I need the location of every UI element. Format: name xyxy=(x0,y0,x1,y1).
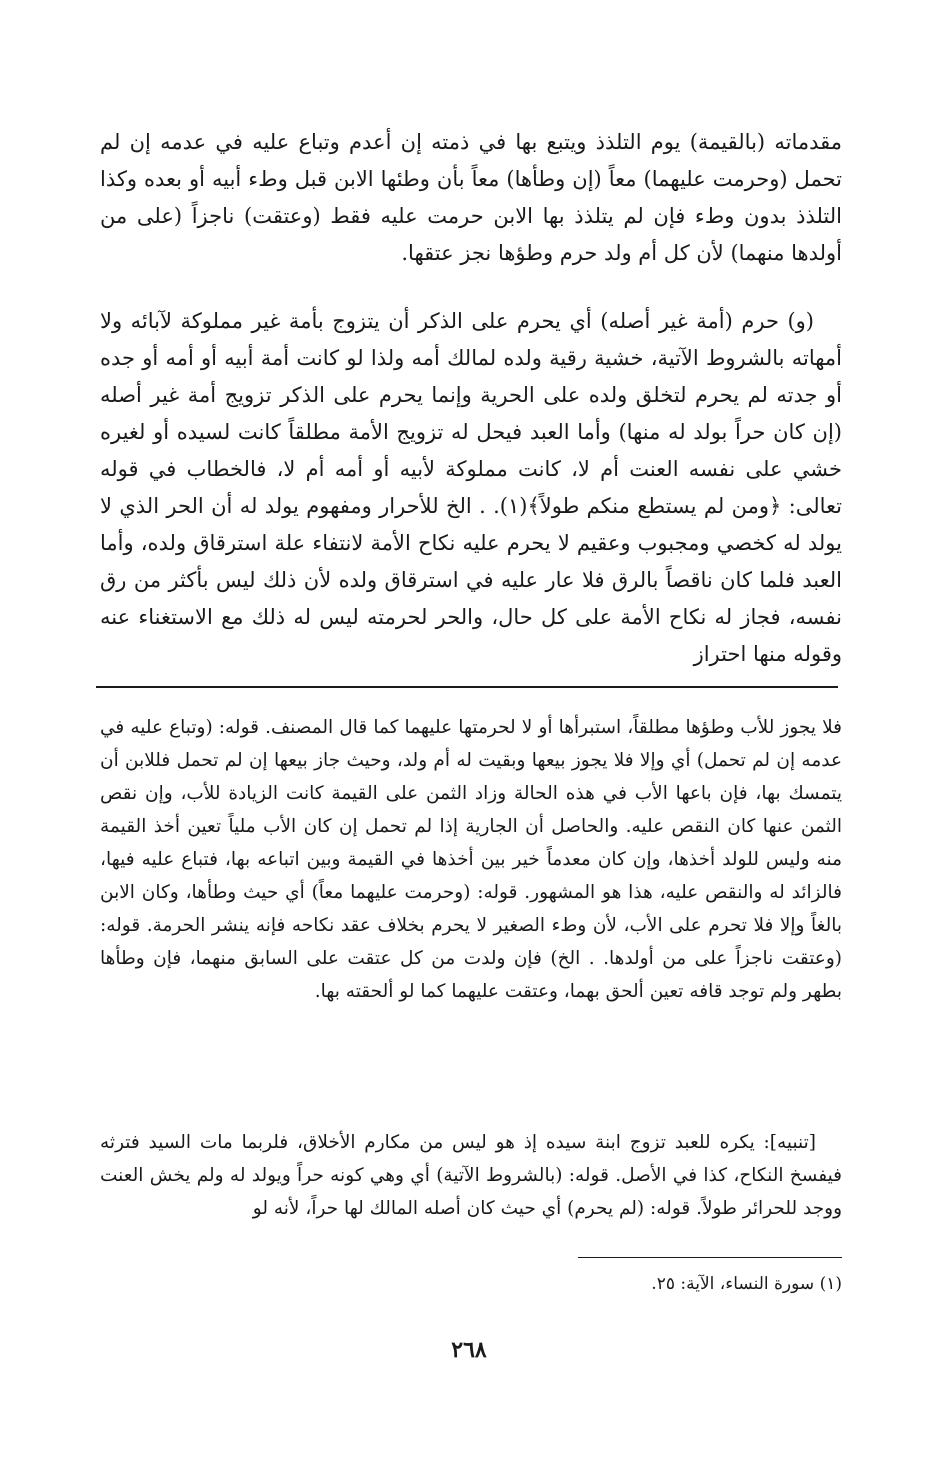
footnote-divider xyxy=(578,1257,842,1258)
commentary-paragraph-2: [تنبيه]: يكره للعبد تزوج ابنة سيده إذ هو ليس من مكارم الأخلاق، فلربما مات السيد فترثه فيفسخ النكاح، كذا في الأصل. قوله: (بالشروط الآتية) أي وهي كونه حراً ويولد له ولم يخش العنت ووجد للحرائر طولاً. قوله: (لم يحرم) أي حيث كان أصله المالك لها حراً، لأنه لو xyxy=(100,1132,842,1219)
main-text-paragraph-2: (و) حرم (أمة غير أصله) أي يحرم على الذكر أن يتزوج بأمة غير مملوكة لآبائه ولا أمهاته بالشروط الآتية، خشية رقية ولده لمالك أمه ولذا لو كانت أمة أبيه أو أمه أو جده أو جدته لم يحرم لتخلق ولده على الحرية وإنما يحرم على الذكر تزويج أمة غير أصله (إن كان حراً بولد له منها) وأما العبد فيحل له تزويج الأمة مطلقاً كانت لسيده أو لغيره خشي على نفسه العنت أم لا، كانت مملوكة لأبيه أو أمه أم لا، فالخطاب في قوله تعالى: ﴿ومن لم يستطع منكم طولاً﴾(١). . الخ للأحرار ومفهوم يولد له أن الحر الذي لا يولد له كخصي ومجبوب وعقيم لا يحرم عليه نكاح الأمة لانتفاء علة استرقاق ولده، وأما العبد فلما كان ناقصاً بالرق فلا عار عليه في استرقاق ولده لأن ذلك ليس بأكثر من رق نفسه، فجاز له نكاح الأمة على كل حال، والحر لحرمته ليس له ذلك مع الاستغناء عنه وقوله منها احتراز xyxy=(100,309,842,666)
page-number: ٢٦٨ xyxy=(451,1337,487,1363)
commentary-divider xyxy=(96,686,838,688)
footnote: (١) سورة النساء، الآية: ٢٥. xyxy=(651,1274,842,1294)
main-text-paragraph-1: مقدماته (بالقيمة) يوم التلذذ ويتبع بها في ذمته إن أعدم وتباع عليه في عدمه إن لم تحمل (وحرمت عليهما) معاً (إن وطأها) معاً بأن وطئها الابن قبل وطء أبيه أو بعده وكذا التلذذ بدون وطء فإن لم يتلذذ بها الابن حرمت عليه فقط (وعتقت) ناجزاً (على من أولدها منهما) لأن كل أم ولد حرم وطؤها نجز عتقها. xyxy=(100,130,842,265)
commentary-paragraph-1: فلا يجوز للأب وطؤها مطلقاً، استبرأها أو لا لحرمتها عليهما كما قال المصنف. قوله: (وتباع عليه في عدمه إن لم تحمل) أي وإلا فلا يجوز بيعها وبقيت له أم ولد، وحيث جاز بيعها إن لم تحمل فللابن أن يتمسك بها، فإن باعها الأب في هذه الحالة وزاد الثمن على القيمة كانت الزيادة للأب، وإن نقص الثمن عنها كان النقص عليه. والحاصل أن الجارية إذا لم تحمل إن كان الأب ملياً تعين أخذ القيمة منه وليس للولد أخذها، وإن كان معدماً خير بين أخذها في القيمة وبين اتباعه بها، فتباع عليه فيها، فالزائد له والنقص عليه، هذا هو المشهور. قوله: (وحرمت عليهما معاً) أي حيث وطأها، وكان الابن بالغاً وإلا فلا تحرم على الأب، لأن وطء الصغير لا يحرم بخلاف عقد نكاحه فإنه ينشر الحرمة. قوله: (وعتقت ناجزاً على من أولدها. . الخ) فإن ولدت من كل عتقت على السابق منهما، فإن وطأها بطهر ولم توجد قافه تعين ألحق بهما، وعتقت عليهما كما لو ألحقته بها. xyxy=(100,717,842,1002)
